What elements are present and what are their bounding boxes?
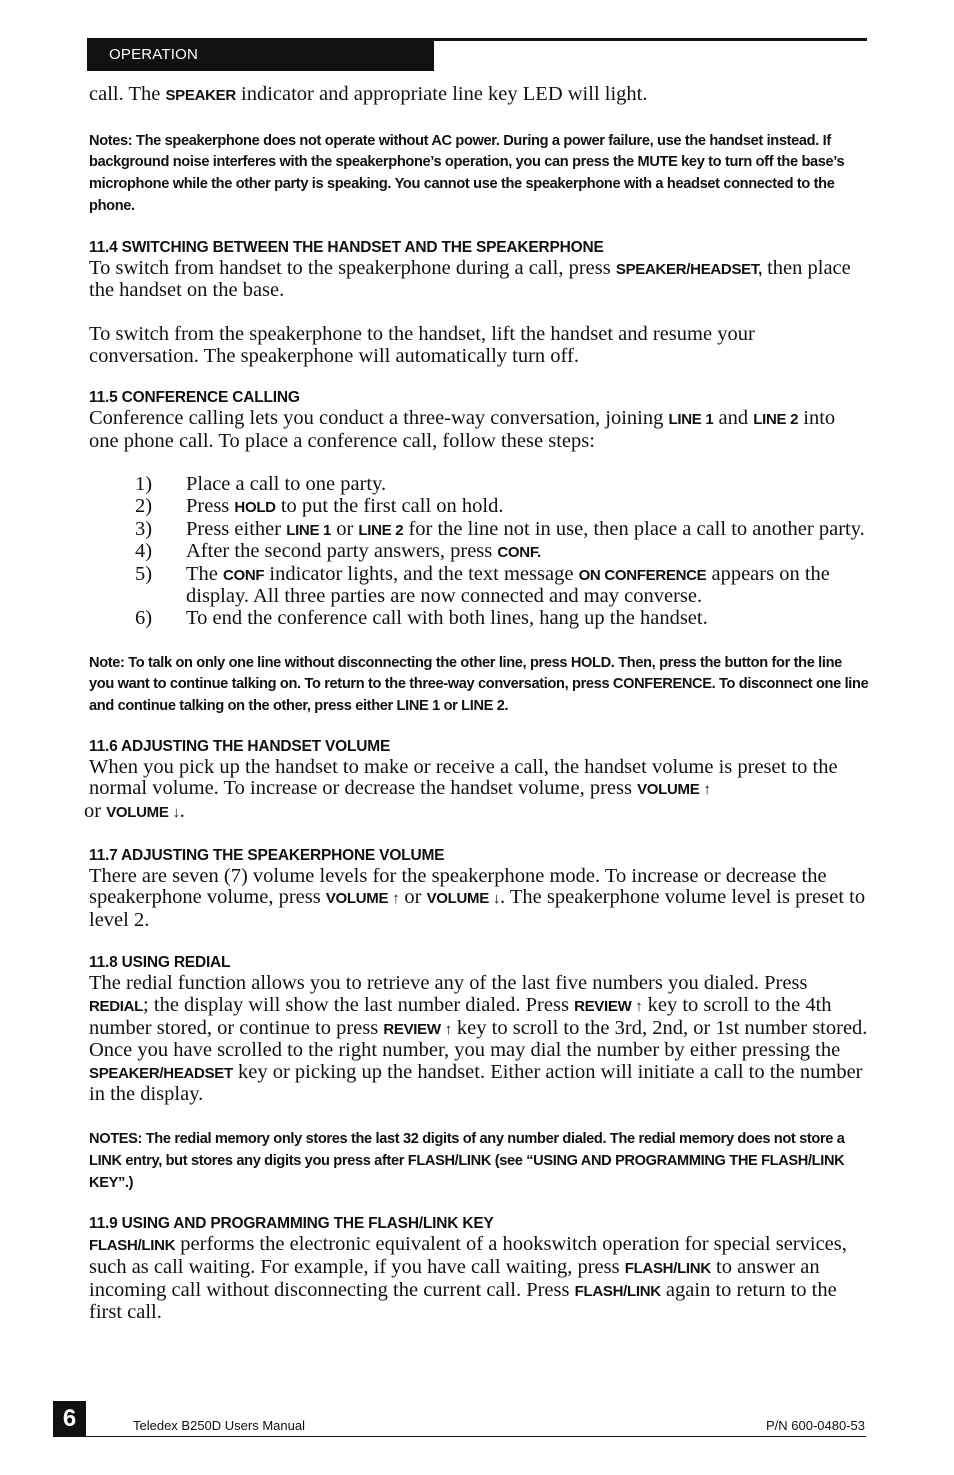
section-11-4-p2: To switch from the speakerphone to the handset, lift the handset and resume your conversation. The speakerphone will automatically turn off. <box>89 322 755 367</box>
section-title: OPERATION <box>109 46 199 63</box>
footer-part-number: P/N 600-0480-53 <box>765 1418 865 1433</box>
conference-steps <box>89 474 869 629</box>
speakerphone-note: Notes: The speakerphone does not operate without AC power. During a power failure, use the handset instead. If background noise interferes with the speakerphone’s operation, you can press the MUTE key to turn off the base’s microphone while the other party is speaking. You cannot use the speakerphone with a headset connected to the phone. <box>89 132 845 214</box>
section-11-4-title: 11.4 SWITCHING BETWEEN THE HANDSET AND THE SPEAKERPHONE <box>89 238 604 256</box>
section-11-9-title: 11.9 USING AND PROGRAMMING THE FLASH/LINK KEY <box>89 1215 494 1233</box>
list-item: 4) After the second party answers, press CONF. <box>135 540 541 563</box>
section-11-7-p: There are seven (7) volume levels for the speakerphone mode. To increase or decrease the speakerphone volume, press VOLUME ↑ or VOLUME ↓. The speakerphone volume level is preset to level 2. <box>89 864 866 931</box>
section-11-8-title: 11.8 USING REDIAL <box>89 954 231 972</box>
footer-rule <box>86 1436 866 1437</box>
section-11-5-p1: Conference calling lets you conduct a three-way conversation, joining LINE 1 and LINE 2 into one phone call. To place a conference call, follow these steps: <box>89 407 836 452</box>
section-11-6-p: When you pick up the handset to make or receive a call, the handset volume is preset to the normal volume. To increase or decrease the handset volume, press VOLUME ↑ or VOLUME ↓. <box>84 755 838 823</box>
section-11-9-p: FLASH/LINK performs the electronic equivalent of a hookswitch operation for special services, such as call waiting. For example, if you have call waiting, press FLASH/LINK to answer an incoming call without disconnecting the current call. Press FLASH/LINK again to return to the first call. <box>89 1233 847 1324</box>
section-11-6-title: 11.6 ADJUSTING THE HANDSET VOLUME <box>89 737 391 755</box>
list-item: 2) Press HOLD to put the first call on hold. <box>135 494 504 517</box>
speaker-key: SPEAKER <box>165 87 236 104</box>
page-content <box>84 83 869 1324</box>
header-rule <box>434 38 867 41</box>
conference-note: Note: To talk on only one line without disconnecting the other line, press HOLD. Then, press the button for the line you want to continue talking on. To return to the three-way conversation, press CONFERENCE. To disconnect one line and continue talking on the other, press either LINE 1 or LINE 2. <box>89 654 869 715</box>
section-11-7-title: 11.7 ADJUSTING THE SPEAKERPHONE VOLUME <box>89 846 445 864</box>
section-11-5-title: 11.5 CONFERENCE CALLING <box>89 389 300 407</box>
section-11-8-p: The redial function allows you to retrieve any of the last five numbers you dialed. Press REDIAL; the display will show the last number dialed. Press REVIEW ↑ key to scroll to the 4th number stored, or continue to press REVIEW ↑ key to scroll to the 3rd, 2nd, or 1st number stored. Once you have scrolled to the right number, you may dial the number by either pressing the SPEAKER/HEADSET key or picking up the handset. Either action will initiate a call to the number in the display. <box>89 972 868 1106</box>
section-11-4-p1: To switch from handset to the speakerphone during a call, press SPEAKER/HEADSET, then place the handset on the base. <box>89 256 851 302</box>
list-item: 3) Press either LINE 1 or LINE 2 for the line not in use, then place a call to another party. <box>135 517 865 540</box>
intro-paragraph: call. The SPEAKER indicator and appropriate line key LED will light. <box>89 83 648 105</box>
page-number: 6 <box>53 1401 86 1437</box>
list-item: 5) The CONF indicator lights, and the text message ON CONFERENCE appears on the display. All three parties are now connected and may converse. <box>135 562 830 608</box>
footer-manual-title: Teledex B250D Users Manual <box>133 1418 305 1433</box>
redial-note: NOTES: The redial memory only stores the last 32 digits of any number dialed. The redial memory does not store a LINK entry, but stores any digits you press after FLASH/LINK (see “USING AND PROGRAMMING THE FLASH/LINK KEY”.) <box>89 1131 845 1191</box>
list-item: 1) Place a call to one party. <box>135 473 387 496</box>
section-header <box>87 38 434 71</box>
list-item: 6) To end the conference call with both lines, hang up the handset. <box>135 606 708 629</box>
